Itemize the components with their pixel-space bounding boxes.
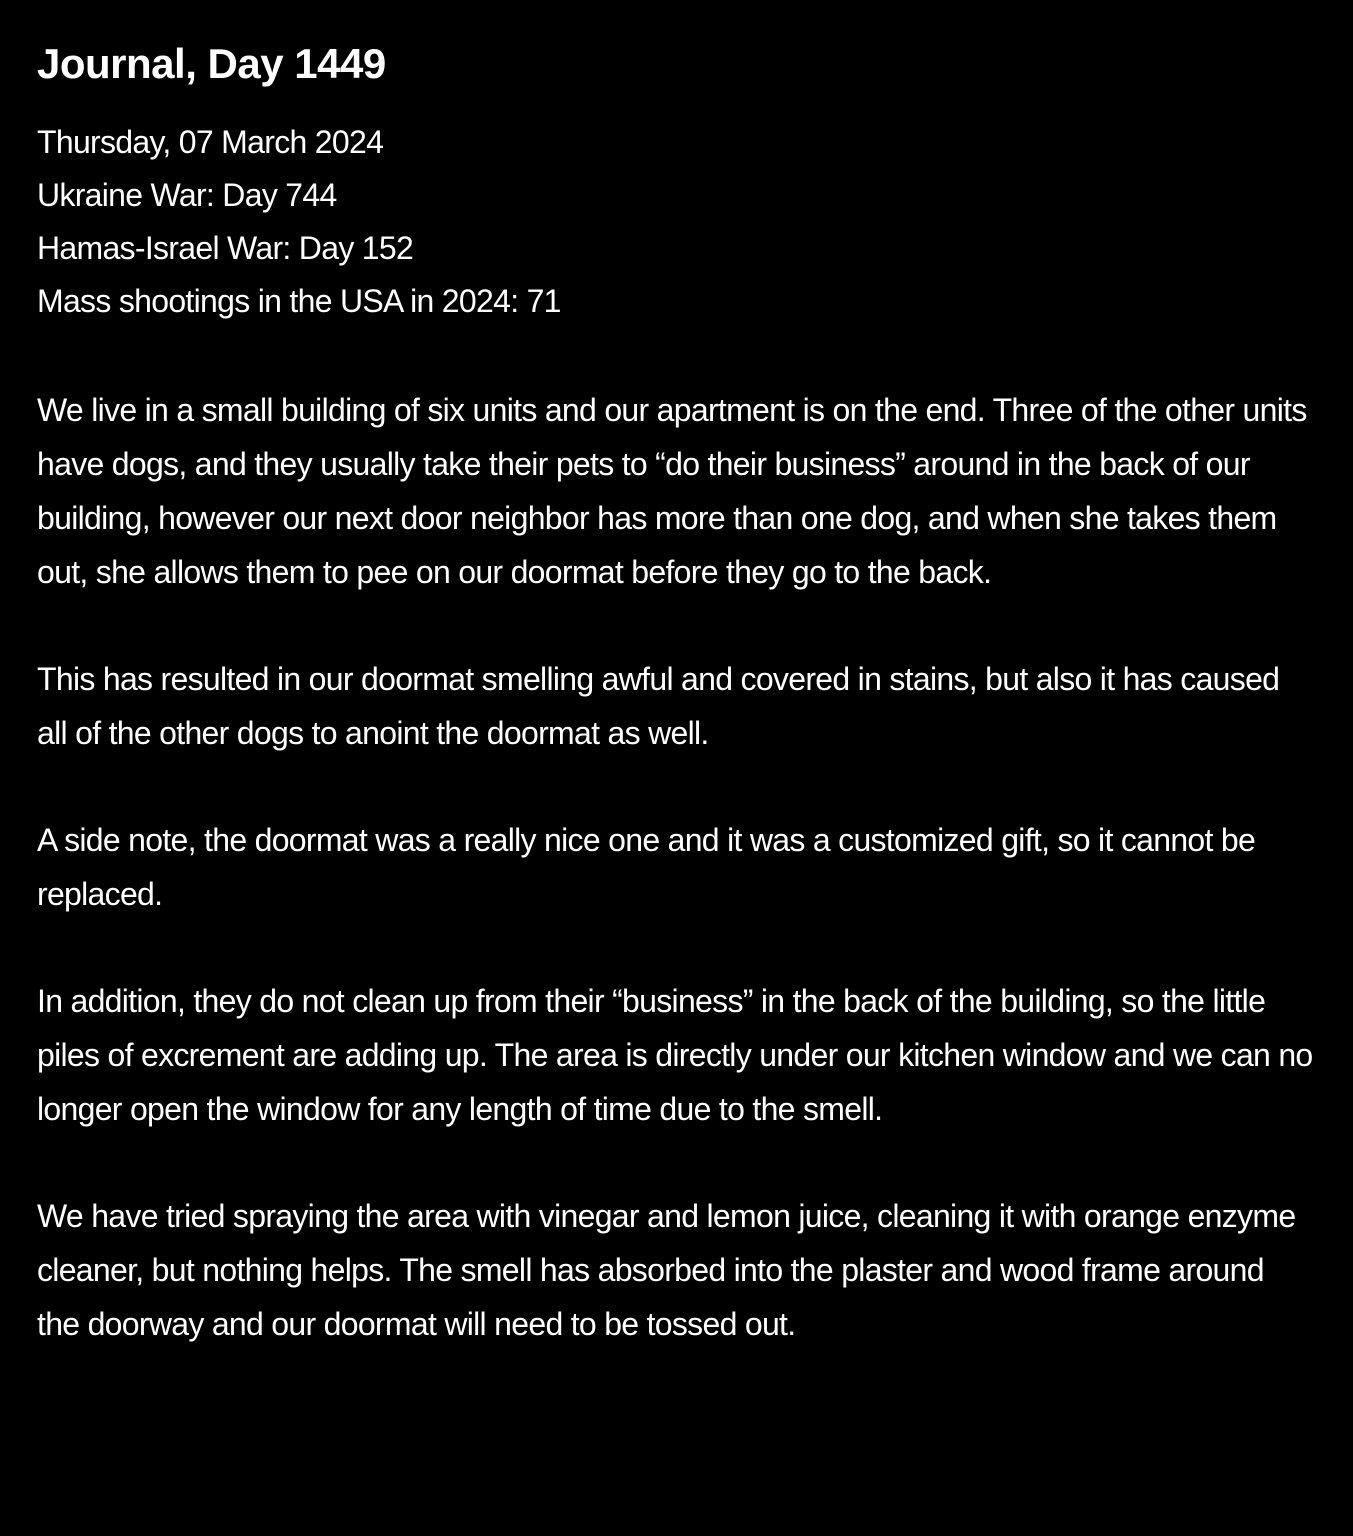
journal-title: Journal, Day 1449	[37, 40, 386, 87]
journal-paragraph: We live in a small building of six units and our apartment is on the end. Three of the other units have dogs, and they usually take their pets to “do their business” around in the back of our building, however our next door neighbor has more than one dog, and when she takes them out, she allows them to pee on our doormat before they go to the back.	[37, 392, 1307, 590]
journal-date: Thursday, 07 March 2024	[37, 124, 384, 160]
mass-shootings-counter: Mass shootings in the USA in 2024: 71	[37, 283, 561, 319]
journal-paragraph: A side note, the doormat was a really nice one and it was a customized gift, so it cannot be replaced.	[37, 822, 1256, 912]
journal-paragraph: In addition, they do not clean up from their “business” in the back of the building, so the little piles of excrement are adding up. The area is directly under our kitchen window and we can no longer open the window for any length of time due to the smell.	[37, 983, 1313, 1127]
hamas-israel-war-counter: Hamas-Israel War: Day 152	[37, 230, 414, 266]
journal-paragraph: This has resulted in our doormat smelling awful and covered in stains, but also it has caused all of the other dogs to anoint the doormat as well.	[37, 661, 1280, 751]
ukraine-war-counter: Ukraine War: Day 744	[37, 177, 337, 213]
journal-meta	[37, 116, 1313, 328]
journal-paragraph: We have tried spraying the area with vinegar and lemon juice, cleaning it with orange enzyme cleaner, but nothing helps. The smell has absorbed into the plaster and wood frame around the doorway and our doormat will need to be tossed out.	[37, 1198, 1296, 1342]
